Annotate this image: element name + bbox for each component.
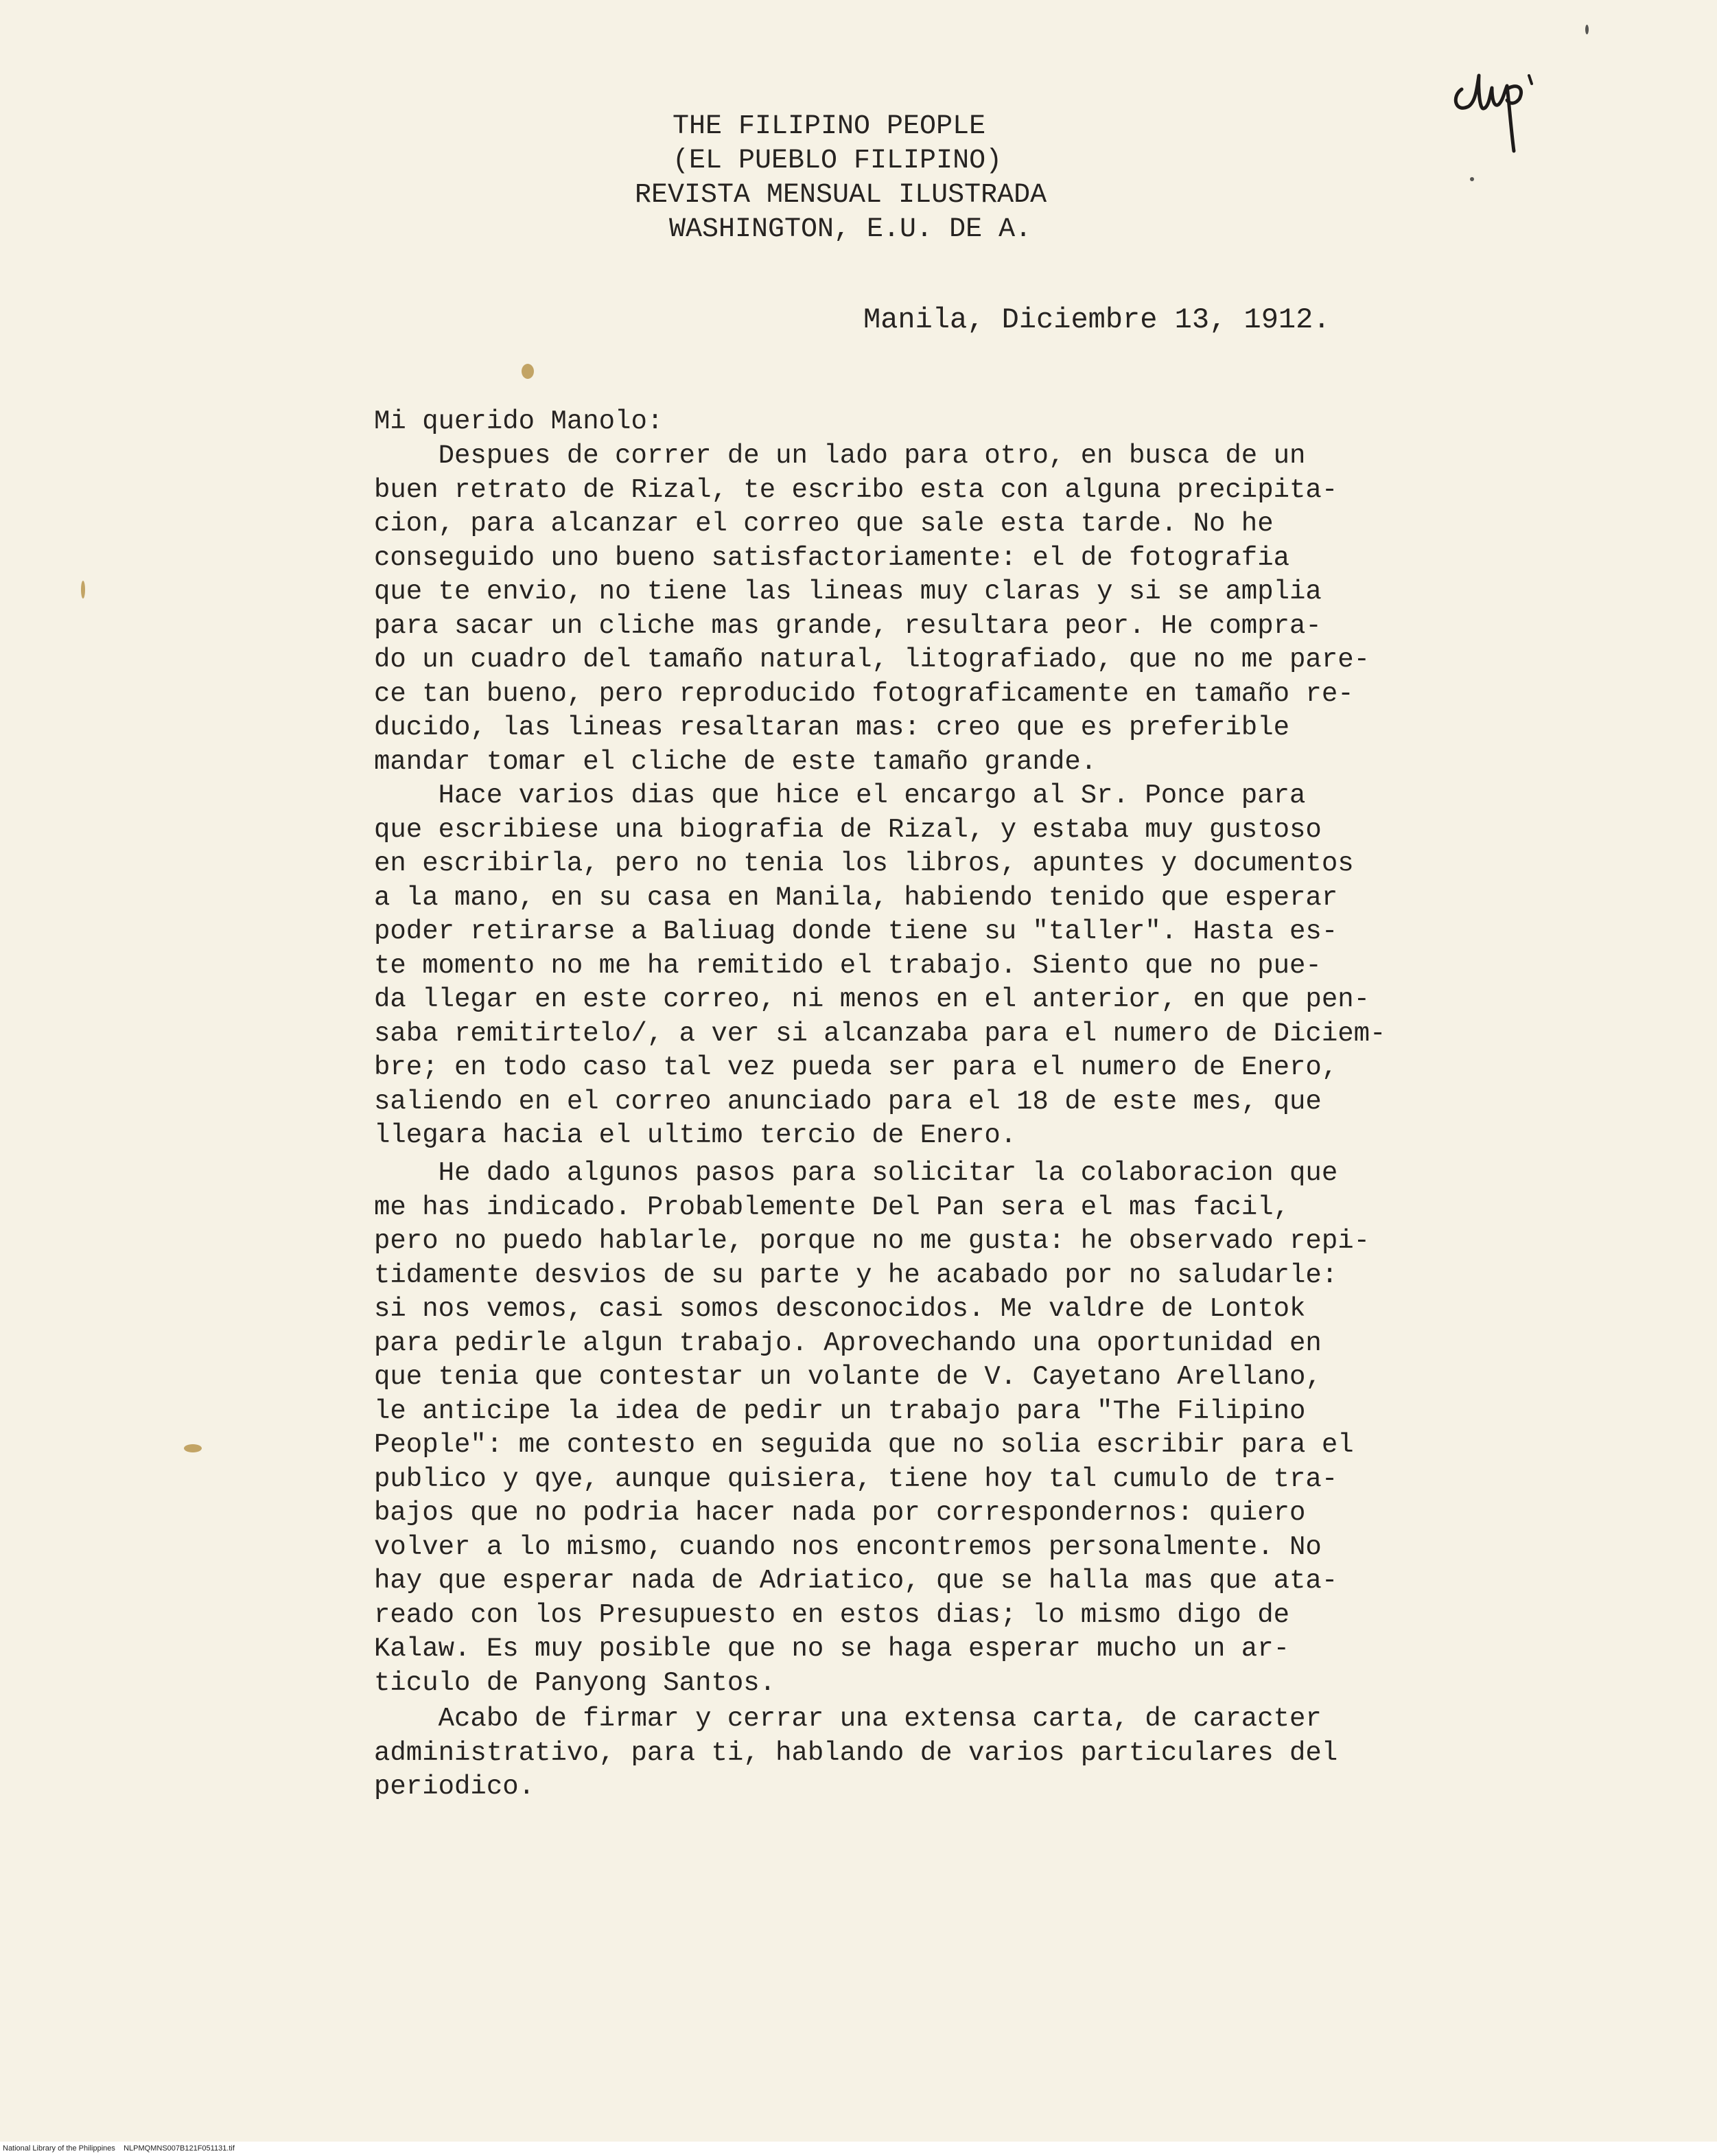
handwritten-dup-annotation	[1448, 48, 1551, 165]
text-line: ce tan bueno, pero reproducido fotograficamente en tamaño re-	[374, 678, 1354, 709]
text-line: Hace varios dias que hice el encargo al Sr. Ponce para	[374, 780, 1306, 811]
text-line: que escribiese una biografia de Rizal, y estaba muy gustoso	[374, 814, 1322, 845]
text-line: periodico.	[374, 1772, 535, 1802]
letterhead-location: WASHINGTON, E.U. DE A.	[669, 214, 1032, 245]
text-line: llegara hacia el ultimo tercio de Enero.	[374, 1120, 1017, 1150]
text-line: saba remitirtelo/, a ver si alcanzaba para el numero de Diciem-	[374, 1018, 1386, 1049]
text-line: buen retrato de Rizal, te escribo esta con alguna precipita-	[374, 474, 1338, 505]
text-line: hay que esperar nada de Adriatico, que se halla mas que ata-	[374, 1566, 1338, 1596]
text-line: ticulo de Panyong Santos.	[374, 1667, 776, 1698]
paragraph-1	[374, 439, 1370, 779]
text-line: bajos que no podria hacer nada por correspondernos: quiero	[374, 1498, 1306, 1528]
stain-mark	[522, 364, 534, 379]
date-line: Manila, Diciembre 13, 1912.	[863, 303, 1331, 336]
text-line: volver a lo mismo, cuando nos encontremos personalmente. No	[374, 1531, 1322, 1562]
text-line: mandar tomar el cliche de este tamaño grande.	[374, 746, 1097, 777]
text-line: que tenia que contestar un volante de V. Cayetano Arellano,	[374, 1362, 1322, 1392]
paragraph-3	[374, 1157, 1370, 1700]
text-line: saliendo en el correo anunciado para el 18 de este mes, que	[374, 1086, 1322, 1117]
text-line: me has indicado. Probablemente Del Pan sera el mas facil,	[374, 1192, 1290, 1222]
text-line: People": me contesto en seguida que no solia escribir para el	[374, 1430, 1354, 1460]
text-line: que te envio, no tiene las lineas muy claras y si se amplia	[374, 577, 1322, 607]
text-line: Acabo de firmar y cerrar una extensa carta, de caracter	[374, 1704, 1322, 1734]
stain-mark	[184, 1444, 202, 1452]
text-line: cion, para alcanzar el correo que sale esta tarde. No he	[374, 509, 1274, 539]
text-line: administrativo, para ti, hablando de varios particulares del	[374, 1737, 1338, 1768]
text-line: He dado algunos pasos para solicitar la colaboracion que	[374, 1158, 1338, 1188]
text-line: poder retirarse a Baliuag donde tiene su "taller". Hasta es-	[374, 916, 1338, 947]
paragraph-4	[374, 1702, 1338, 1805]
text-line: a la mano, en su casa en Manila, habiendo tenido que esperar	[374, 882, 1338, 913]
text-line: tidamente desvios de su parte y he acabado por no saludarle:	[374, 1260, 1338, 1290]
letterhead	[604, 110, 1222, 247]
text-line: Kalaw. Es muy posible que no se haga esperar mucho un ar-	[374, 1634, 1290, 1664]
text-line: conseguido uno bueno satisfactoriamente: el de fotografia	[374, 542, 1290, 573]
stain-mark	[81, 581, 85, 599]
text-line: pero no puedo hablarle, porque no me gusta: he observado repi-	[374, 1226, 1370, 1256]
text-line: te momento no me ha remitido el trabajo. Siento que no pue-	[374, 950, 1322, 981]
text-line: do un cuadro del tamaño natural, litografiado, que no me pare-	[374, 645, 1370, 675]
stain-mark	[1585, 25, 1589, 34]
text-line: le anticipe la idea de pedir un trabajo para "The Filipino	[374, 1395, 1306, 1426]
letterhead-description: REVISTA MENSUAL ILUSTRADA	[635, 180, 1047, 211]
text-line: si nos vemos, casi somos desconocidos. Me valdre de Lontok	[374, 1294, 1306, 1324]
stain-mark	[1470, 177, 1474, 181]
text-line: bre; en todo caso tal vez pueda ser para el numero de Enero,	[374, 1052, 1338, 1082]
scan-footer: National Library of the Philippines NLPMQMNS007B121F051131.tif	[0, 2142, 1717, 2156]
text-line: para pedirle algun trabajo. Aprovechando una oportunidad en	[374, 1328, 1322, 1358]
text-line: en escribirla, pero no tenia los libros, apuntes y documentos	[374, 848, 1354, 879]
text-line: da llegar en este correo, ni menos en el anterior, en que pen-	[374, 984, 1370, 1015]
salutation: Mi querido Manolo:	[374, 406, 664, 437]
text-line: Despues de correr de un lado para otro, en busca de un	[374, 441, 1306, 471]
text-line: ducido, las lineas resaltaran mas: creo que es preferible	[374, 712, 1290, 743]
text-line: reado con los Presupuesto en estos dias; lo mismo digo de	[374, 1599, 1290, 1630]
letterhead-subtitle: (EL PUEBLO FILIPINO)	[673, 146, 1003, 176]
text-line: para sacar un cliche mas grande, resultara peor. He compra-	[374, 610, 1322, 641]
text-line: publico y qye, aunque quisiera, tiene hoy tal cumulo de tra-	[374, 1463, 1338, 1494]
paragraph-2	[374, 779, 1386, 1153]
letterhead-title: THE FILIPINO PEOPLE	[673, 111, 986, 142]
